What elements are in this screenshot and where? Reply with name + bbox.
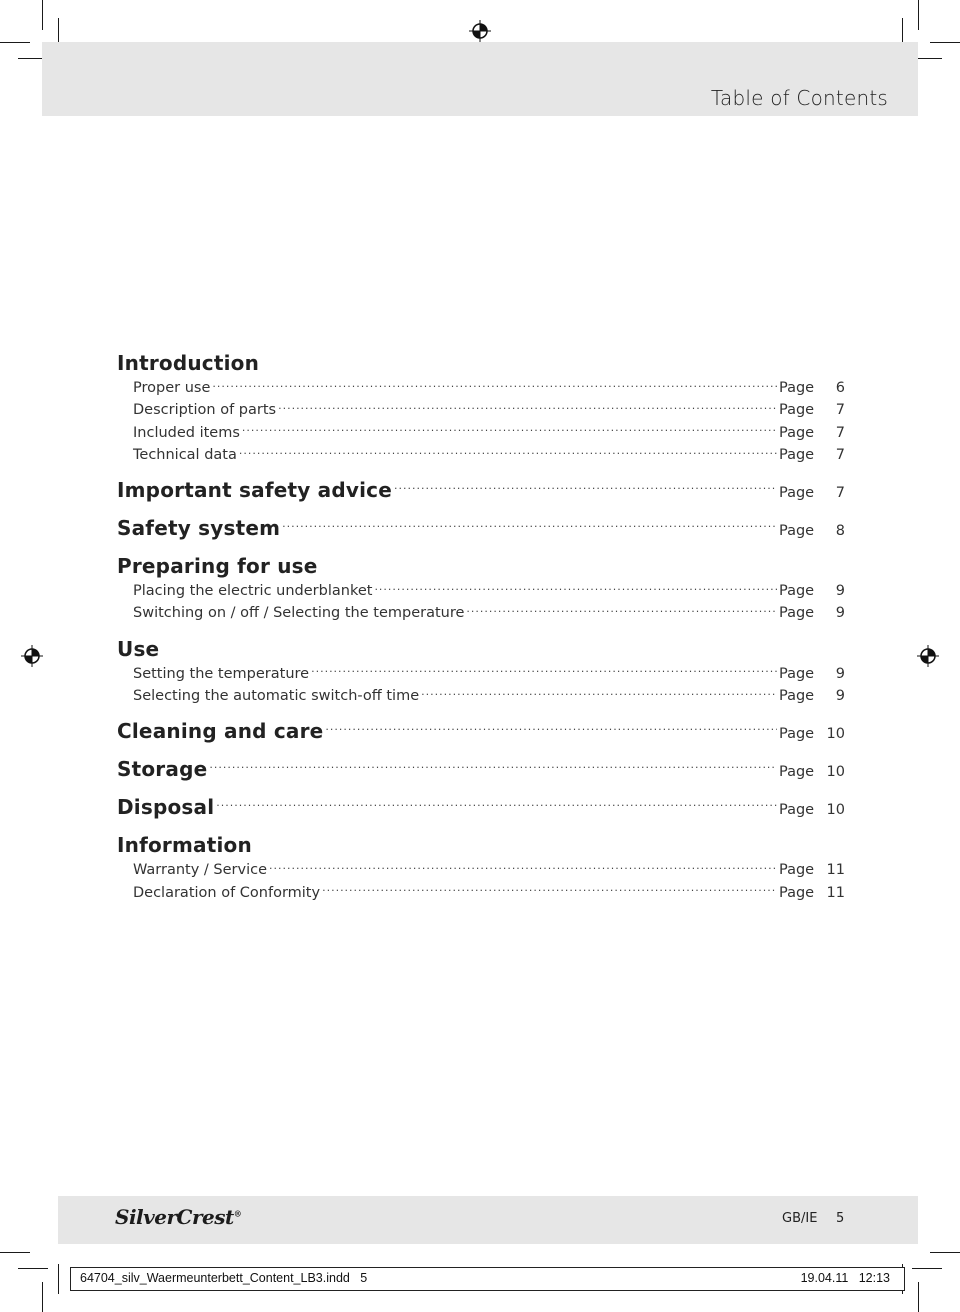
toc-section	[117, 476, 845, 504]
toc-section	[117, 717, 845, 745]
toc-heading[interactable]	[117, 552, 845, 580]
page-label: Page	[779, 862, 815, 879]
toc-section	[117, 635, 845, 708]
page-label: Page	[779, 583, 815, 600]
page-number: 11	[826, 862, 845, 879]
dot-leader	[325, 722, 777, 738]
dot-leader	[216, 798, 777, 814]
dot-leader	[421, 686, 777, 701]
footer-page-number: 5	[836, 1211, 845, 1226]
page-label: Page	[779, 485, 815, 502]
page-number: 8	[835, 523, 845, 540]
dot-leader	[278, 400, 777, 415]
dot-leader	[311, 663, 777, 678]
dot-leader	[269, 860, 777, 875]
dot-leader	[242, 422, 777, 437]
slug-timestamp: 19.04.11 12:13	[800, 1271, 890, 1285]
page-label: Page	[779, 802, 815, 819]
toc-entry-label: Setting the temperature	[133, 665, 310, 682]
toc-entry[interactable]	[117, 859, 845, 881]
dot-leader	[394, 481, 777, 497]
page-number: 11	[826, 884, 845, 901]
crop-mark	[930, 1252, 960, 1253]
page-number: 7	[835, 446, 845, 463]
slug-filename: 64704_silv_Waermeunterbett_Content_LB3.indd 5	[80, 1271, 368, 1285]
toc-entry[interactable]	[117, 602, 845, 624]
crop-mark	[930, 42, 960, 43]
crop-mark	[918, 0, 919, 30]
toc-entry-label: Technical data	[133, 446, 237, 463]
toc-section	[117, 831, 845, 904]
crop-mark	[912, 1268, 942, 1269]
page-number: 7	[835, 485, 845, 502]
toc-heading[interactable]	[117, 755, 845, 783]
table-of-contents	[117, 349, 845, 914]
registration-mark-icon	[21, 645, 43, 667]
header-band	[42, 42, 918, 116]
dot-leader	[212, 378, 777, 393]
toc-entry[interactable]	[117, 882, 845, 904]
page-number: 9	[835, 688, 845, 705]
toc-heading[interactable]	[117, 635, 845, 663]
toc-entry-label: Proper use	[133, 380, 211, 396]
page-number: 10	[826, 802, 845, 819]
dot-leader	[239, 444, 777, 459]
page-label: Page	[779, 424, 815, 441]
toc-heading-label: Safety system	[117, 516, 281, 541]
toc-heading-label: Storage	[117, 757, 208, 782]
page-label: Page	[779, 665, 815, 682]
page-number: 9	[835, 665, 845, 682]
registration-mark-icon	[917, 645, 939, 667]
page-label: Page	[779, 764, 815, 781]
toc-entry[interactable]	[117, 580, 845, 602]
toc-entry[interactable]	[117, 663, 845, 685]
toc-entry-label: Selecting the automatic switch-off time	[133, 688, 420, 705]
toc-heading-label: Disposal	[117, 795, 215, 820]
toc-heading-label: Use	[117, 636, 160, 661]
page-number: 9	[835, 605, 845, 622]
page-title: Table of Contents	[710, 86, 888, 110]
toc-section	[117, 755, 845, 783]
page-number: 10	[826, 726, 845, 743]
toc-entry-label: Placing the electric underblanket	[133, 583, 373, 600]
page-number: 9	[835, 583, 845, 600]
toc-entry[interactable]	[117, 685, 845, 707]
crop-mark	[58, 1264, 59, 1294]
toc-entry-label: Switching on / off / Selecting the temperature	[133, 605, 465, 622]
toc-entry-label: Included items	[133, 424, 240, 441]
toc-entry-label: Warranty / Service	[133, 862, 267, 879]
brand-logo: SilverCrest®	[115, 1205, 242, 1229]
page-label: Page	[779, 523, 815, 540]
toc-heading[interactable]	[117, 717, 845, 745]
toc-section	[117, 514, 845, 542]
toc-heading-label: Information	[117, 833, 252, 858]
toc-entry[interactable]	[117, 444, 845, 466]
page-label: Page	[779, 884, 815, 901]
crop-mark	[42, 1282, 43, 1312]
toc-heading[interactable]	[117, 476, 845, 504]
toc-heading[interactable]	[117, 514, 845, 542]
page-number: 7	[835, 424, 845, 441]
crop-mark	[18, 1268, 48, 1269]
page-number: 7	[835, 402, 845, 419]
toc-section	[117, 349, 845, 466]
toc-heading-label: Cleaning and care	[117, 719, 324, 744]
footer-country: GB/IE	[782, 1211, 818, 1226]
page-number: 10	[826, 764, 845, 781]
page-label: Page	[779, 605, 815, 622]
crop-mark	[42, 0, 43, 30]
toc-heading[interactable]	[117, 831, 845, 859]
dot-leader	[209, 760, 777, 776]
page-number: 6	[835, 380, 845, 396]
dot-leader	[466, 603, 777, 618]
toc-section	[117, 552, 845, 625]
toc-entry-label: Declaration of Conformity	[133, 884, 321, 901]
dot-leader	[282, 519, 777, 535]
dot-leader	[322, 882, 777, 897]
toc-entry[interactable]	[117, 399, 845, 421]
toc-entry[interactable]	[117, 422, 845, 444]
toc-entry[interactable]	[117, 377, 845, 399]
page-label: Page	[779, 446, 815, 463]
crop-mark	[918, 1282, 919, 1312]
toc-section	[117, 793, 845, 821]
toc-heading[interactable]	[117, 349, 845, 377]
dot-leader	[374, 581, 777, 596]
toc-heading[interactable]	[117, 793, 845, 821]
toc-heading-label: Preparing for use	[117, 554, 318, 579]
crop-mark	[0, 42, 30, 43]
registration-mark-icon	[469, 20, 491, 42]
page-label: Page	[779, 688, 815, 705]
crop-mark	[0, 1252, 30, 1253]
toc-heading-label: Introduction	[117, 351, 260, 375]
page-label: Page	[779, 380, 815, 396]
page-label: Page	[779, 726, 815, 743]
toc-entry-label: Description of parts	[133, 402, 277, 419]
page-label: Page	[779, 402, 815, 419]
toc-heading-label: Important safety advice	[117, 478, 392, 503]
